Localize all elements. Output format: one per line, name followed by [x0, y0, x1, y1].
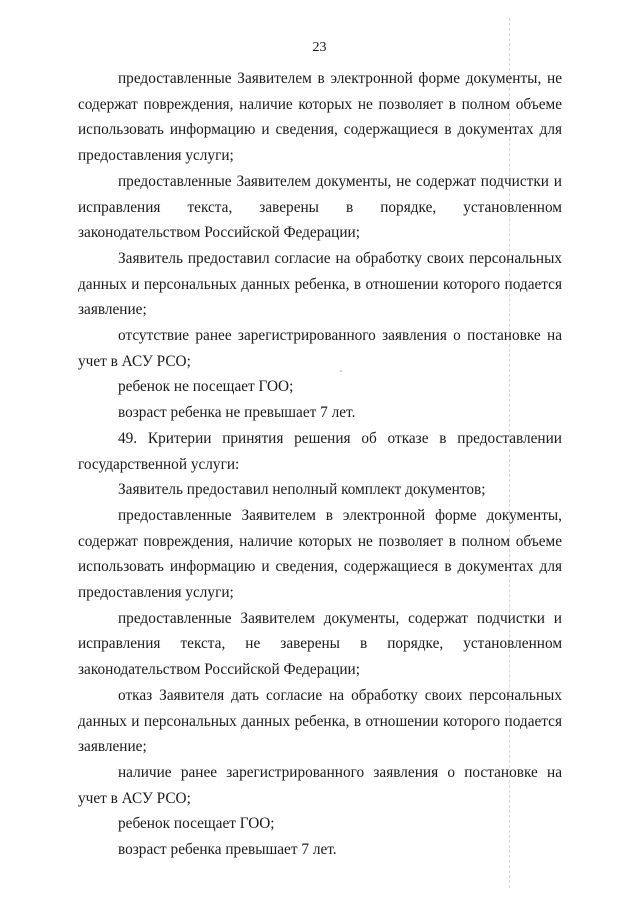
paragraph-13: ребенок посещает ГОО; [118, 815, 275, 833]
paragraph-1: предоставленные Заявителем в электронной форме документы, не содержат повреждения, наличие которых не позволяет в полном объеме использовать информацию и сведения, содержащиеся в документах для предоставления услуги; [78, 70, 562, 165]
document-body [78, 66, 562, 863]
paragraph-6: возраст ребенка не превышает 7 лет. [118, 404, 356, 422]
paragraph-8: Заявитель предоставил неполный комплект документов; [118, 481, 486, 499]
paragraph-9: предоставленные Заявителем в электронной форме документы, содержат повреждения, наличие которых не позволяет в полном объеме использовать информацию и сведения, содержащиеся в документах для предоставления услуги; [78, 506, 562, 602]
paragraph-3: Заявитель предоставил согласие на обработку своих персональных данных и персональных данных ребенка, в отношении которого подается заявление; [78, 249, 562, 319]
section-49-heading: 49. Критерии принятия решения об отказе в предоставлении государственной услуги: [78, 429, 562, 473]
page-number: 23 [312, 40, 327, 55]
paragraph-5: ребенок не посещает ГОО; [118, 378, 294, 396]
paragraph-14: возраст ребенка превышает 7 лет. [118, 841, 337, 859]
paragraph-2: предоставленные Заявителем документы, не содержат подчистки и исправления текста, заверены в порядке, установленном законодательством Российской Федерации; [78, 172, 562, 242]
paragraph-12: наличие ранее зарегистрированного заявления о постановке на учет в АСУ РСО; [78, 763, 562, 807]
paragraph-4: отсутствие ранее зарегистрированного заявления о постановке на учет в АСУ РСО; [78, 327, 562, 370]
paragraph-11: отказ Заявителя дать согласие на обработку своих персональных данных и персональных данных ребенка, в отношении которого подается заявление; [78, 686, 562, 756]
paragraph-10: предоставленные Заявителем документы, содержат подчистки и исправления текста, не заверены в порядке, установленном законодательством Российской Федерации; [78, 609, 562, 679]
